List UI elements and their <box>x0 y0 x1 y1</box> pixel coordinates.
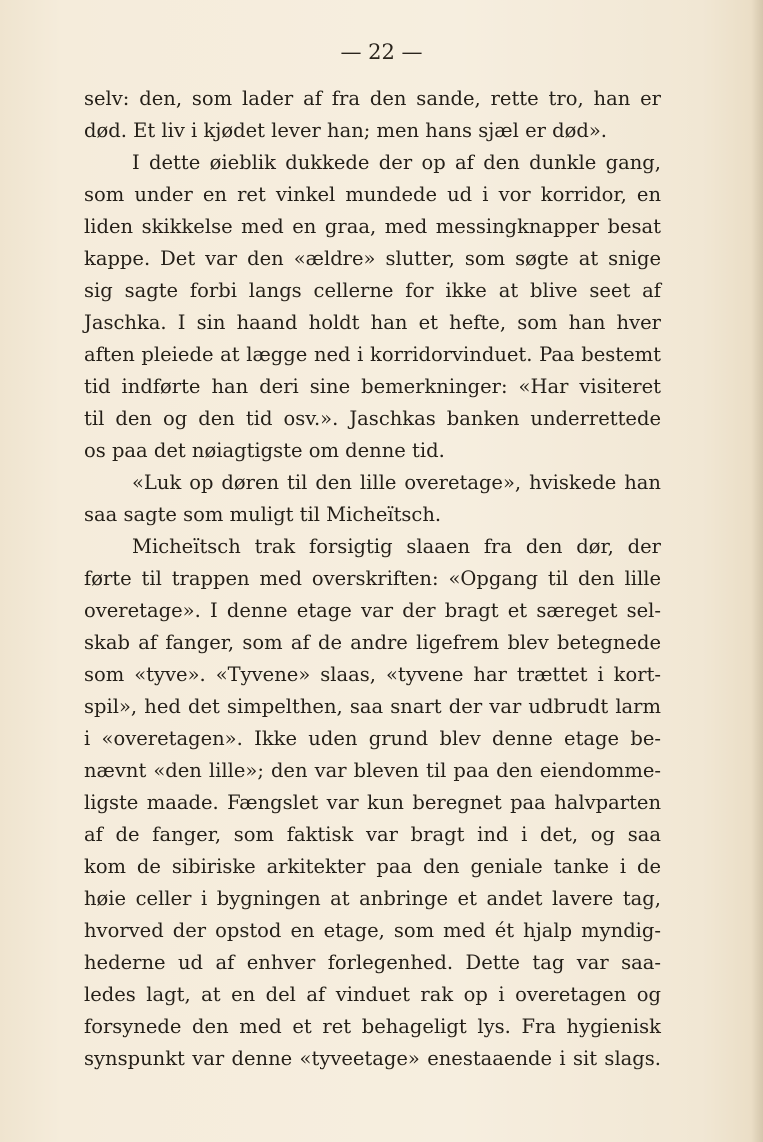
text-line: høie celler i bygningen at anbringe et andet lavere tag, <box>84 887 661 910</box>
text-line: nævnt «den lille»; den var bleven til paa den eiendomme- <box>84 759 661 782</box>
text-line: os paa det nøiagtigste om denne tid. <box>84 439 445 462</box>
text-line: synspunkt var denne «tyveetage» enestaaende i sit slags. <box>84 1047 661 1070</box>
text-line: som under en ret vinkel mundede ud i vor korridor, en <box>84 183 661 206</box>
text-line: aften pleiede at lægge ned i korridorvinduet. Paa bestemt <box>84 343 661 366</box>
text-line: overetage». I denne etage var der bragt et særeget sel- <box>84 599 661 622</box>
text-line: hvorved der opstod en etage, som med ét hjalp myndig- <box>84 919 661 942</box>
body-text <box>84 83 661 1075</box>
text-line: liden skikkelse med en graa, med messingknapper besat <box>84 215 661 238</box>
text-line: død. Et liv i kjødet lever han; men hans sjæl er død». <box>84 119 607 142</box>
text-line: saa sagte som muligt til Micheïtsch. <box>84 503 442 526</box>
text-line: Jaschka. I sin haand holdt han et hefte, som han hver <box>84 311 661 334</box>
page-edge-shadow <box>751 0 763 1142</box>
text-line: Micheïtsch trak forsigtig slaaen fra den dør, der <box>132 535 661 558</box>
text-line: skab af fanger, som af de andre ligefrem blev betegnede <box>84 631 661 654</box>
text-line: kom de sibiriske arkitekter paa den geniale tanke i de <box>84 855 661 878</box>
text-line: ledes lagt, at en del af vinduet rak op i overetagen og <box>84 983 661 1006</box>
text-line: ligste maade. Fængslet var kun beregnet paa halvparten <box>84 791 661 814</box>
text-line: forsynede den med et ret behageligt lys. Fra hygienisk <box>84 1015 661 1038</box>
text-line: hederne ud af enhver forlegenhed. Dette tag var saa- <box>84 951 661 974</box>
text-line: selv: den, som lader af fra den sande, rette tro, han er <box>84 87 661 110</box>
text-line: førte til trappen med overskriften: «Opgang til den lille <box>84 567 661 590</box>
text-line: af de fanger, som faktisk var bragt ind i det, og saa <box>84 823 661 846</box>
text-line: «Luk op døren til den lille overetage», hviskede han <box>132 471 661 494</box>
text-line: kappe. Det var den «ældre» slutter, som søgte at snige <box>84 247 661 270</box>
text-line: spil», hed det simpelthen, saa snart der var udbrudt larm <box>84 695 661 718</box>
text-line: tid indførte han deri sine bemerkninger: «Har visiteret <box>84 375 661 398</box>
text-line: til den og den tid osv.». Jaschkas banken underrettede <box>84 407 661 430</box>
text-line: som «tyve». «Tyvene» slaas, «tyvene har trættet i kort- <box>84 663 661 686</box>
text-line: I dette øieblik dukkede der op af den dunkle gang, <box>132 151 661 174</box>
page-number: — 22 — <box>340 40 423 64</box>
text-line: i «overetagen». Ikke uden grund blev denne etage be- <box>84 727 661 750</box>
text-line: sig sagte forbi langs cellerne for ikke at blive seet af <box>84 279 661 302</box>
